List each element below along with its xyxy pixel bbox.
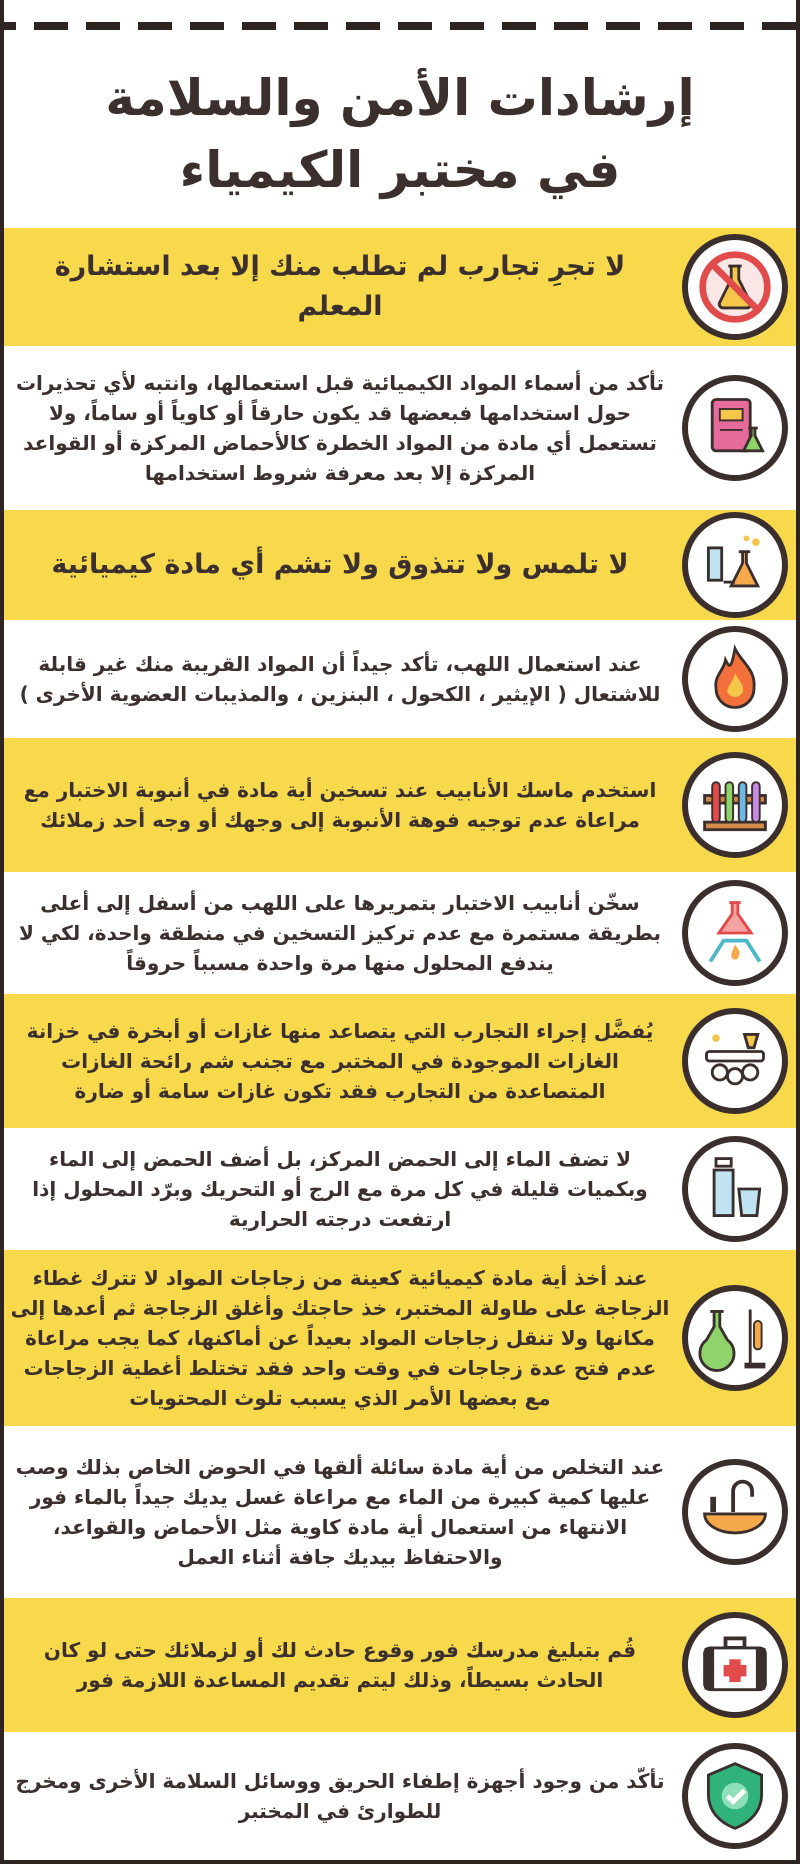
safety-item-10 [4,1426,796,1598]
safety-item-text: عند استعمال اللهب، تأكد جيداً أن المواد القريبة منك غير قابلة للاشتعال ( الإيثير ، الكحول ، البنزين ، والمذيبات العضوية الأخرى ) [19,652,661,706]
safety-item-text: استخدم ماسك الأنابيب عند تسخين أية مادة في أنبوبة الاختبار مع مراعاة عدم توجيه فوهة الأنبوبة إلى وجهك أو وجه أحد زملائك [23,778,657,832]
safety-item-8 [4,1128,796,1250]
gas-experiment-icon [682,1008,788,1114]
safety-item-text: لا تلمس ولا تتذوق ولا تشم أي مادة كيميائية [51,549,629,580]
title-line-1: إرشادات الأمن والسلامة [105,69,695,127]
safety-item-text: قُم بتبليغ مدرسك فور وقوع حادث لك أو لزملائك حتى لو كان الحادث بسيطاً، وذلك ليتم تقديم المساعدة اللازمة فور [43,1638,637,1692]
safety-item-text: تأكد من أسماء المواد الكيميائية قبل استعمالها، وانتبه لأي تحذيرات حول استخدامها فبعضها قد يكون حارقاً أو كاوياً أو ساماً، ولا تستعمل أي مادة من المواد الخطرة كالأحماض المركزة أو القواعد المركزة إلا بعد معرفة شروط استخدامها [15,371,665,485]
safety-item-text: عند التخلص من أية مادة سائلة ألقها في الحوض الخاص بذلك وصب عليها كمية كبيرة من الماء مع مراعاة غسل يديك جيداً بالماء فور الانتهاء من استعمال أية مادة كاوية مثل الأحماض والقواعد، والاحتفاظ بيديك جافة أثناء العمل [15,1455,665,1569]
title-line-2: في مختبر الكيمياء [179,141,621,199]
fire-icon [682,626,788,732]
no-experiment-icon [682,234,788,340]
chemicals-icon [682,512,788,618]
safety-item-text: لا تجرِ تجارب لم تطلب منك إلا بعد استشارة المعلم [54,251,626,322]
safety-item-6 [4,872,796,994]
safety-item-2 [4,346,796,510]
notebook-flask-icon [682,375,788,481]
title-header [4,40,796,228]
safety-item-9 [4,1250,796,1426]
safety-item-1 [4,228,796,346]
water-bottle-icon [682,1136,788,1242]
safety-item-text: عند أخذ أية مادة كيميائية كعينة من زجاجات المواد لا تترك غطاء الزجاجة على طاولة المختبر، خذ حاجتك وأغلق الزجاجة ثم أعدها إلى مكانها ولا تنقل زجاجات المواد بعيداً عن أماكنها، كما يجب مراعاة عدم فتح عدة زجاجات في وقت واحد فقد تختلط أغطية الزجاجات مع بعضها الأمر الذي يسبب تلوث المحتويات [10,1266,670,1410]
safety-item-3 [4,510,796,620]
safety-item-text: لا تضف الماء إلى الحمض المركز، بل أضف الحمض إلى الماء وبكميات قليلة في كل مرة مع الرج أو التحريك وبرّد المحلول إذا ارتفعت درجته الحرارية [32,1147,648,1231]
shield-check-icon [682,1743,788,1849]
safety-item-12 [4,1732,796,1860]
safety-item-7 [4,994,796,1128]
safety-item-11 [4,1598,796,1732]
test-tube-rack-icon [682,752,788,858]
heated-flask-icon [682,880,788,986]
safety-item-text: تأكّد من وجود أجهزة إطفاء الحريق ووسائل السلامة الأخرى ومخرج للطوارئ في المختبر [15,1769,665,1823]
first-aid-kit-icon [682,1612,788,1718]
dashed-border-top [4,22,796,30]
sink-icon [682,1459,788,1565]
safety-item-text: يُفضَّل إجراء التجارب التي يتصاعد منها غازات أو أبخرة في خزانة الغازات الموجودة في المختبر مع تجنب شم رائحة الغازات المتصاعدة من التجارب فقد تكون غازات سامة أو ضارة [26,1019,654,1103]
safety-item-text: سخّن أنابيب الاختبار بتمريرها على اللهب من أسفل إلى أعلى بطريقة مستمرة مع عدم تركيز التسخين في منطقة واحدة، لكي لا يندفع المحلول منها مرة واحدة مسبباً حروقاً [18,891,662,975]
safety-item-5 [4,738,796,872]
safety-item-4 [4,620,796,738]
flask-stand-icon [682,1285,788,1391]
